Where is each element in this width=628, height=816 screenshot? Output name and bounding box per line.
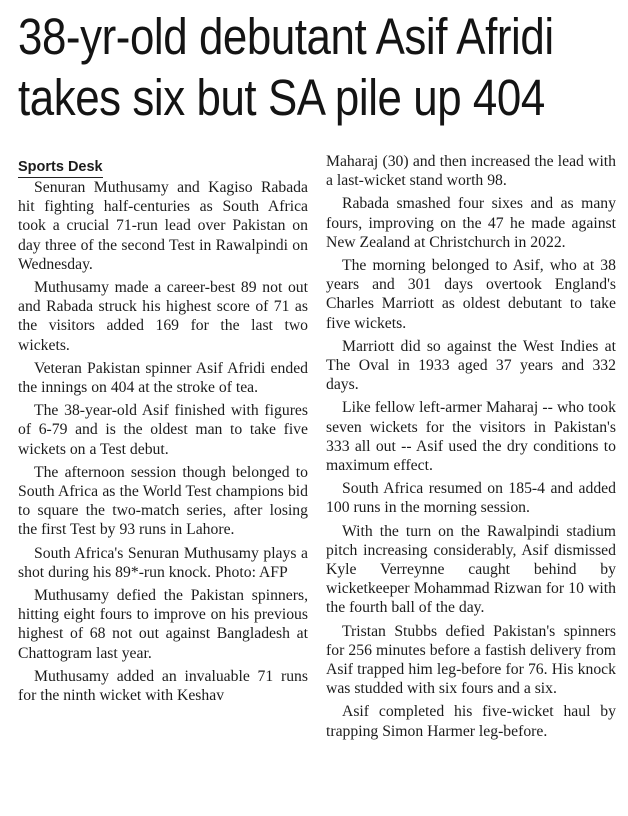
paragraph: Rabada smashed four sixes and as many fours, improving on the 47 he made against New Zealand at Christchurch in 2022. (326, 195, 616, 251)
headline-line-2: takes six but SA pile up 404 (18, 69, 545, 126)
paragraph: Muthusamy made a career-best 89 not out and Rabada struck his highest score of 71 as the visitors added 169 for the last two wickets. (18, 279, 308, 354)
paragraph: Like fellow left-armer Maharaj -- who took seven wickets for the visitors in Pakistan's 333 all out -- Asif used the dry conditions to maximum effect. (326, 399, 616, 475)
paragraph: Marriott did so against the West Indies at The Oval in 1933 aged 37 years and 332 days. (326, 337, 616, 394)
headline-line-1: 38-yr-old debutant Asif Afridi (18, 8, 554, 65)
paragraph: Tristan Stubbs defied Pakistan's spinners for 256 minutes before a fastish delivery from Asif trapped him leg-before for 76. His knock was studded with six fours and a six. (326, 622, 616, 698)
article-column-right (326, 152, 616, 745)
paragraph: With the turn on the Rawalpindi stadium pitch increasing considerably, Asif dismissed Kyle Verreynne caught behind by wicketkeeper Mohammad Rizwan for 10 with the fourth ball of the day. (326, 522, 616, 617)
paragraph: The afternoon session though belonged to South Africa as the World Test champions bid to square the two-match series, after losing the first Test by 93 runs in Lahore. (18, 463, 308, 539)
paragraph: The 38-year-old Asif finished with figures of 6-79 and is the oldest man to take five wickets on a Test debut. (18, 402, 308, 458)
photo-caption: South Africa's Senuran Muthusamy plays a shot during his 89*-run knock. Photo: AFP (18, 544, 308, 581)
headline (18, 6, 554, 128)
paragraph-continued: Maharaj (30) and then increased the lead with a last-wicket stand worth 98. (326, 153, 616, 190)
article-column-left (18, 150, 308, 709)
paragraph: South Africa resumed on 185-4 and added 100 runs in the morning session. (326, 480, 616, 517)
paragraph: Senuran Muthusamy and Kagiso Rabada hit fighting half-centuries as South Africa took a crucial 71-run lead over Pakistan on day three of the second Test in Rawalpindi on Wednesday. (18, 179, 308, 273)
paragraph: Asif completed his five-wicket haul by trapping Simon Harmer leg-before. (326, 703, 616, 740)
paragraph: Veteran Pakistan spinner Asif Afridi ended the innings on 404 at the stroke of tea. (18, 359, 308, 397)
paragraph: Muthusamy added an invaluable 71 runs for the ninth wicket with Keshav (18, 667, 308, 705)
byline: Sports Desk (18, 158, 103, 178)
paragraph: Muthusamy defied the Pakistan spinners, hitting eight fours to improve on his previous highest of 68 not out against Bangladesh at Chattogram last year. (18, 587, 308, 662)
paragraph: The morning belonged to Asif, who at 38 years and 301 days overtook England's Charles Marriott as oldest debutant to take five wickets. (326, 257, 616, 332)
